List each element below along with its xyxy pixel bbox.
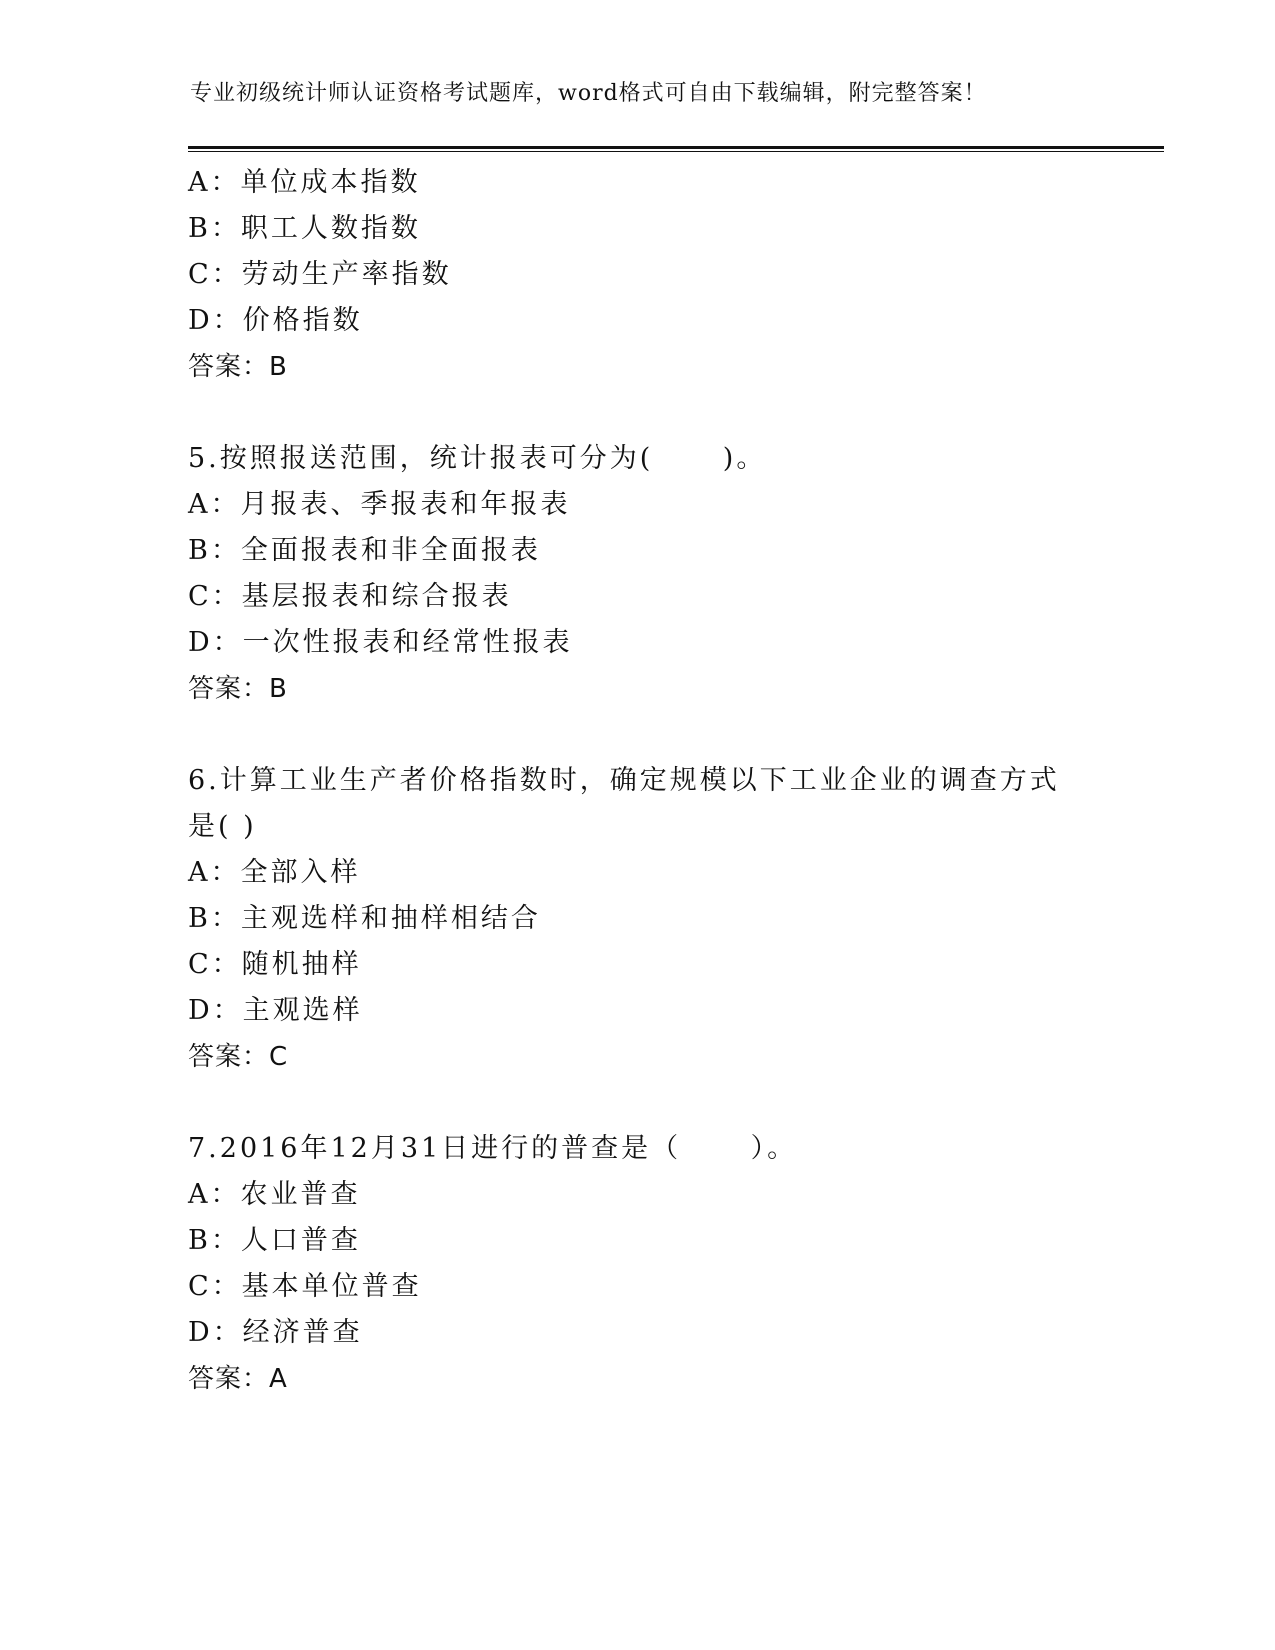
question-7: [188, 1126, 1108, 1402]
option-b: B：职工人数指数: [188, 213, 421, 244]
answer: 答案：A: [188, 1364, 288, 1394]
option-d: D：经济普查: [188, 1317, 363, 1348]
question-list: [188, 160, 1108, 1448]
question-4-tail: [188, 160, 1108, 390]
option-b: B：主观选样和抽样相结合: [188, 903, 541, 934]
option-c: C：基层报表和综合报表: [188, 581, 512, 612]
answer: 答案：C: [188, 1042, 289, 1072]
option-a: A：单位成本指数: [188, 167, 421, 198]
option-a: A：月报表、季报表和年报表: [188, 489, 571, 520]
option-d: D：价格指数: [188, 305, 363, 336]
option-c: C：劳动生产率指数: [188, 259, 452, 290]
option-b: B：全面报表和非全面报表: [188, 535, 541, 566]
page-header: 专业初级统计师认证资格考试题库，word格式可自由下载编辑，附完整答案！: [190, 81, 987, 106]
question-stem: 7.2016年12月31日进行的普查是（ ）。: [188, 1133, 798, 1164]
option-d: D：一次性报表和经常性报表: [188, 627, 573, 658]
question-5: [188, 436, 1108, 712]
option-c: C：基本单位普查: [188, 1271, 422, 1302]
answer: 答案：B: [188, 674, 288, 704]
question-6: [188, 758, 1108, 1080]
option-a: A：农业普查: [188, 1179, 361, 1210]
question-stem: 6.计算工业生产者价格指数时，确定规模以下工业企业的调查方式是( ): [188, 765, 1060, 842]
header-divider: [188, 146, 1164, 152]
answer: 答案：B: [188, 352, 288, 382]
option-a: A：全部入样: [188, 857, 361, 888]
option-c: C：随机抽样: [188, 949, 362, 980]
question-stem: 5.按照报送范围，统计报表可分为( )。: [188, 443, 767, 474]
option-d: D：主观选样: [188, 995, 363, 1026]
option-b: B：人口普查: [188, 1225, 361, 1256]
